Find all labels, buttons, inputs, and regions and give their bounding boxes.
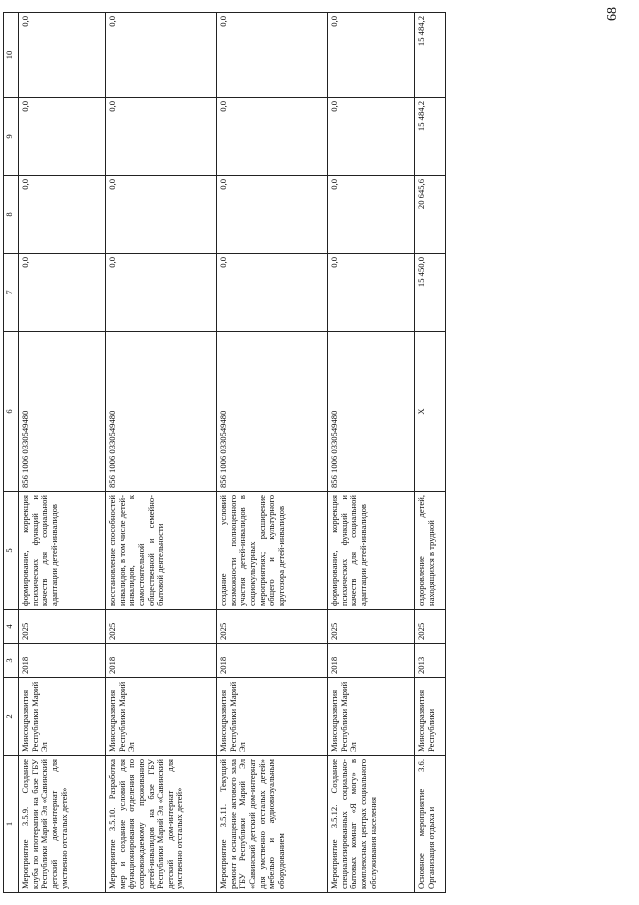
value-cell: 0,0 [106, 98, 217, 176]
measure-name-cell: Мероприятие 3.5.11. Текущий ремонт и оснащение актового зала ГБУ Республики Марий Эл «Савинский детский дом-интернат для умственно отсталых детей» мебелью и аудиовизуальным оборудованием [217, 756, 328, 893]
header-row [4, 13, 19, 893]
measure-name-cell: Основное мероприятие 3.6. Организация отдыха и [415, 756, 446, 893]
expected-result-cell: формирование, коррекция психических функций и качеств для социальной адаптации детей-инвалидов [19, 492, 106, 610]
column-header: 10 [4, 13, 19, 98]
budget-code-cell: 856 1006 0330549480 [328, 332, 415, 492]
executor-cell: Минсоцразвития Республики Марий Эл [106, 678, 217, 756]
measure-name-cell: Мероприятие 3.5.9. Создание клуба по ипотерапии на базе ГБУ Республики Марий Эл «Савинский детский дом-интернат для умственно отсталых детей» [19, 756, 106, 893]
start-year-cell: 2018 [217, 644, 328, 678]
value-cell: 0,0 [328, 13, 415, 98]
value-cell: 0,0 [19, 98, 106, 176]
program-table [3, 12, 446, 893]
budget-code-cell: 856 1006 0330549480 [106, 332, 217, 492]
end-year-cell: 2025 [19, 610, 106, 644]
value-cell: 0,0 [217, 98, 328, 176]
value-cell: 0,0 [328, 176, 415, 254]
column-header: 2 [4, 678, 19, 756]
value-cell: 0,0 [106, 254, 217, 332]
start-year-cell: 2018 [106, 644, 217, 678]
end-year-cell: 2025 [106, 610, 217, 644]
column-header: 7 [4, 254, 19, 332]
column-header: 4 [4, 610, 19, 644]
table-row [217, 13, 328, 893]
measure-name-cell: Мероприятие 3.5.12. Создание специализированных социально-бытовых комнат «Я могу» в комплексных центрах социального обслуживания населения [328, 756, 415, 893]
column-header: 1 [4, 756, 19, 893]
value-cell: 0,0 [328, 254, 415, 332]
budget-code-cell: Х [415, 332, 446, 492]
end-year-cell: 2025 [328, 610, 415, 644]
value-cell: 0,0 [19, 13, 106, 98]
column-header: 6 [4, 332, 19, 492]
value-cell: 0,0 [328, 98, 415, 176]
column-header: 9 [4, 98, 19, 176]
column-header: 3 [4, 644, 19, 678]
expected-result-cell: формирование, коррекция психических функций и качеств для социальной адаптации детей-инвалидов [328, 492, 415, 610]
expected-result-cell: оздоровление детей, находящихся в трудной [415, 492, 446, 610]
budget-code-cell: 856 1006 0330549480 [217, 332, 328, 492]
value-cell: 0,0 [217, 13, 328, 98]
executor-cell: Минсоцразвития Республики Марий Эл [217, 678, 328, 756]
start-year-cell: 2018 [19, 644, 106, 678]
executor-cell: Минсоцразвития Республики Марий Эл [19, 678, 106, 756]
table-row [328, 13, 415, 893]
expected-result-cell: создание условий возможности полноценного участия детей-инвалидов в социокультурных мероприятиях; расширение общего и культурного кругозора детей-инвалидов [217, 492, 328, 610]
value-cell: 0,0 [19, 254, 106, 332]
value-cell: 0,0 [217, 254, 328, 332]
value-cell: 15 484,2 [415, 13, 446, 98]
executor-cell: Минсоцразвития Республики [415, 678, 446, 756]
value-cell: 0,0 [217, 176, 328, 254]
value-cell: 15 450,0 [415, 254, 446, 332]
page-number: 68 [605, 7, 620, 21]
column-header: 5 [4, 492, 19, 610]
table-row [415, 13, 446, 893]
budget-code-cell: 856 1006 0330549480 [19, 332, 106, 492]
measure-name-cell: Мероприятие 3.5.10. Разработка мер и создание условий для функционирования отделения по сопровождаемому проживанию детей-инвалидов на базе ГБУ Республики Марий Эл «Савинский детский дом-интернат для умственно отсталых детей» [106, 756, 217, 893]
start-year-cell: 2013 [415, 644, 446, 678]
start-year-cell: 2018 [328, 644, 415, 678]
end-year-cell: 2025 [415, 610, 446, 644]
value-cell: 0,0 [19, 176, 106, 254]
executor-cell: Минсоцразвития Республики Марий Эл [328, 678, 415, 756]
value-cell: 0,0 [106, 13, 217, 98]
value-cell: 15 484,2 [415, 98, 446, 176]
value-cell: 0,0 [106, 176, 217, 254]
table-row [106, 13, 217, 893]
column-header: 8 [4, 176, 19, 254]
end-year-cell: 2025 [217, 610, 328, 644]
expected-result-cell: восстановление способностей инвалидов, в том числе детей-инвалидов, к самостоятельной общественной и семейно-бытовой деятельности [106, 492, 217, 610]
value-cell: 20 645,6 [415, 176, 446, 254]
table-row [19, 13, 106, 893]
